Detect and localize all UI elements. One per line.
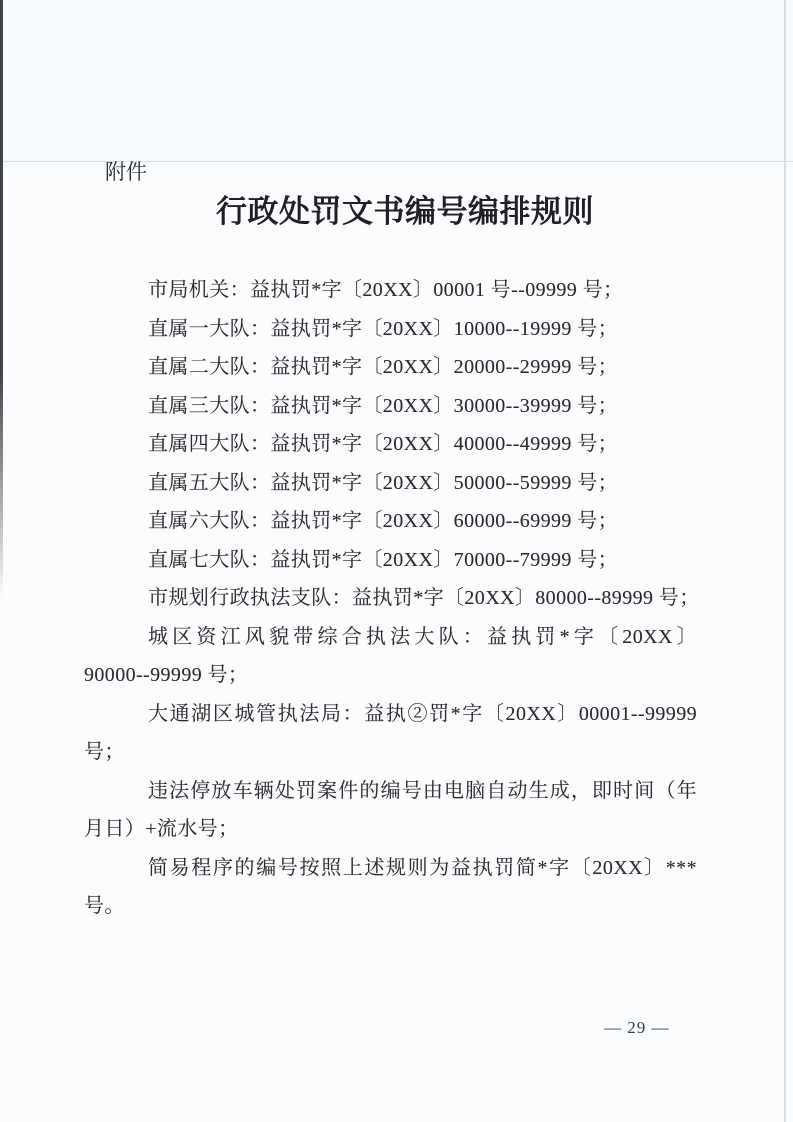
body-line: 直属二大队：益执罚*字〔20XX〕20000--29999 号； — [148, 356, 619, 378]
body-line: 直属一大队：益执罚*字〔20XX〕10000--19999 号； — [148, 317, 619, 340]
body-line: 市规划行政执法支队：益执罚*字〔20XX〕80000--89999 号； — [148, 587, 700, 609]
body-line: 月日）+流水号； — [84, 818, 239, 840]
page-number: — 29 — — [604, 1018, 670, 1037]
body-line: 90000--99999 号； — [84, 664, 249, 686]
body-line: 直属五大队：益执罚*字〔20XX〕50000--59999 号； — [148, 471, 619, 494]
document-body — [84, 271, 700, 926]
body-line: 直属七大队：益执罚*字〔20XX〕70000--79999 号； — [148, 548, 619, 571]
scan-top-band — [0, 0, 793, 161]
body-line: 简易程序的编号按照上述规则为益执罚简*字〔20XX〕*** — [148, 856, 697, 879]
attachment-label: 附件 — [105, 160, 147, 184]
body-line: 号； — [84, 741, 125, 763]
body-line: 城区资江风貌带综合执法大队：益执罚*字〔20XX〕 — [148, 625, 697, 648]
document-title: 行政处罚文书编号编排规则 — [216, 194, 594, 229]
body-line: 直属三大队：益执罚*字〔20XX〕30000--39999 号； — [148, 394, 619, 417]
scan-edge-left — [0, 0, 3, 600]
body-line: 市局机关：益执罚*字〔20XX〕00001 号--09999 号； — [148, 279, 624, 301]
scan-edge-right — [784, 0, 786, 1122]
body-line: 直属四大队：益执罚*字〔20XX〕40000--49999 号； — [148, 433, 619, 455]
body-line: 直属六大队：益执罚*字〔20XX〕60000--69999 号； — [148, 510, 619, 532]
body-line: 号。 — [84, 895, 125, 917]
body-line: 违法停放车辆处罚案件的编号由电脑自动生成，即时间（年 — [148, 779, 697, 802]
body-line: 大通湖区城管执法局：益执②罚*字〔20XX〕00001--99999 — [148, 702, 697, 725]
